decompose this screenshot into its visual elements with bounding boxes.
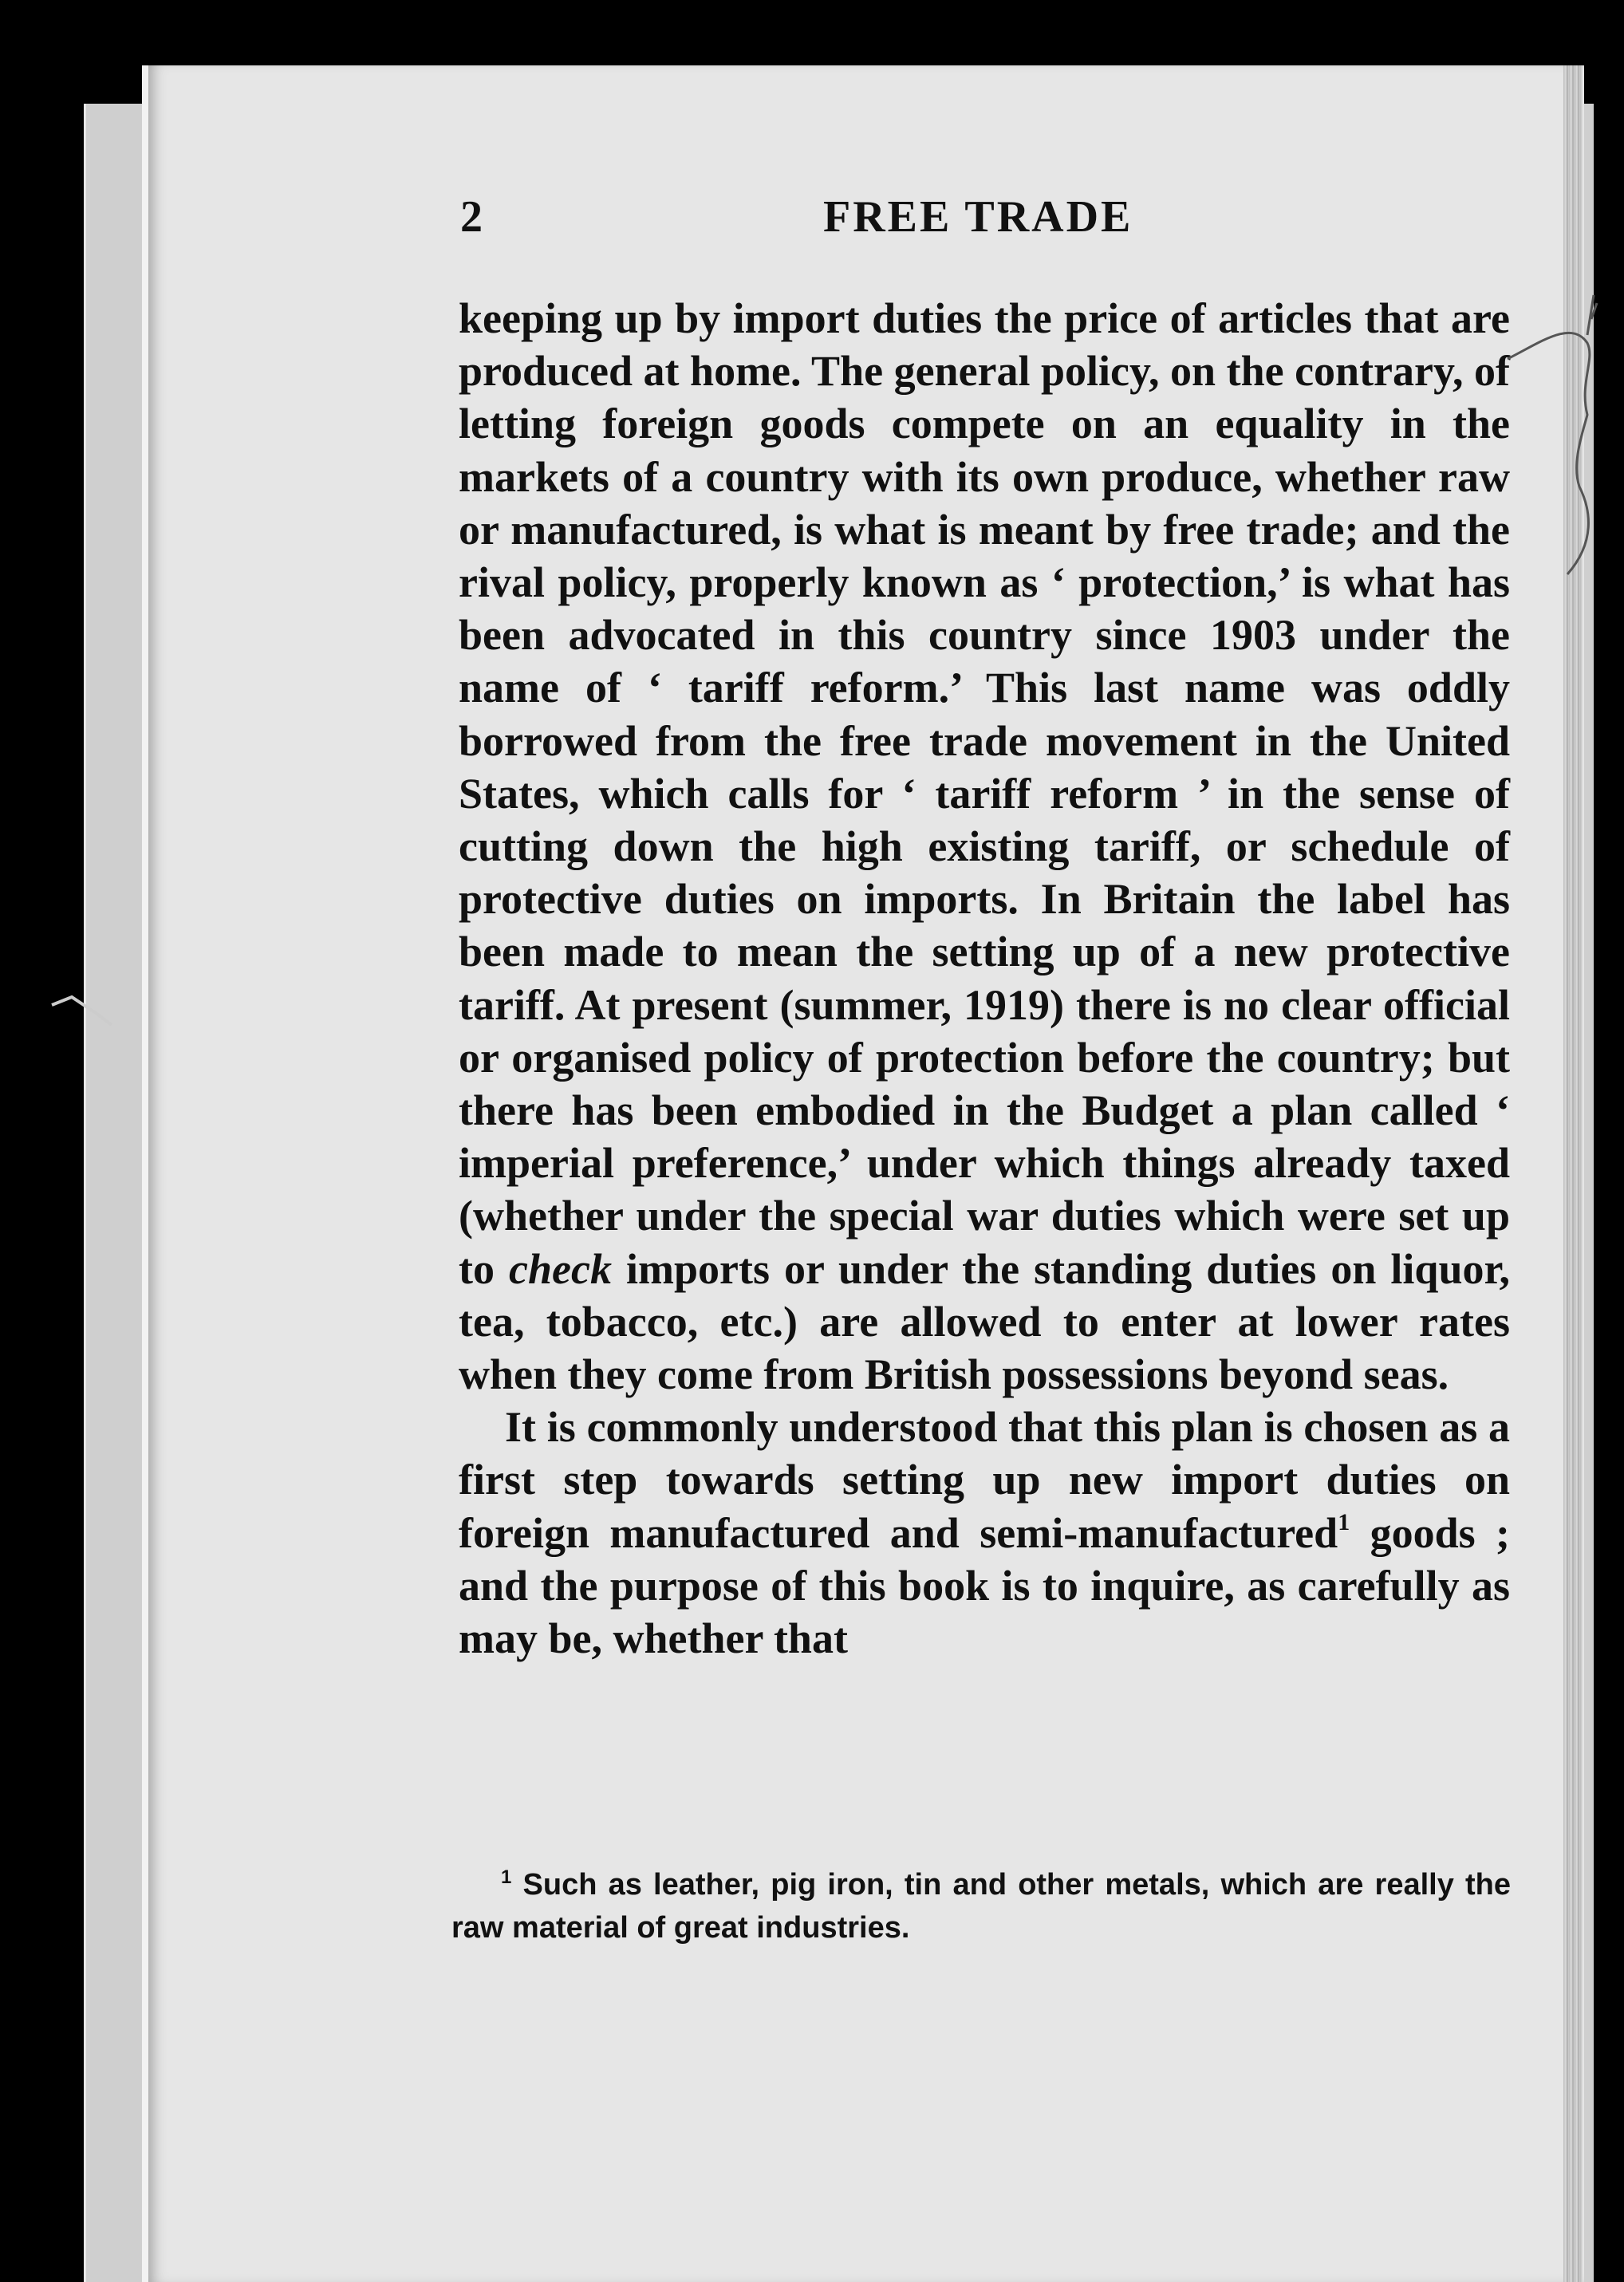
page-header [460, 191, 1510, 255]
footnote-marker: 1 [501, 1866, 512, 1888]
paragraph-2-text-a: It is commonly understood that this plan is chosen as a first step towards setting up new import duties on foreign manufactured and semi-manufactured [459, 1403, 1510, 1557]
paragraph-2 [459, 1401, 1510, 1665]
footnote [451, 1863, 1511, 1949]
page-number: 2 [460, 192, 483, 242]
scan-artifact-icon [48, 981, 128, 1029]
paragraph-1 [459, 292, 1510, 1401]
footnote-text: Such as leather, pig iron, tin and other metals, which are really the raw material of great industries. [451, 1868, 1511, 1945]
paragraph-2-text-b: goods ; and the purpose of this book is to inquire, as carefully as may be, whether that [459, 1508, 1511, 1663]
paragraph-1-text-a: keeping up by import duties the price of articles that are produced at home. The general policy, on the contrary, of letting foreign goods compete on an equality in the markets of a country with its own produce, whether raw or manufactured, is what is meant by free trade; and the rival policy, properly known as ‘ protection,’ is what has been advocated in this country since 1903 under the name of ‘ tariff reform.’ This last name was oddly borrowed from the free trade movement in the United States, which calls for ‘ tariff reform ’ in the sense of cutting down the high existing tariff, or schedule of protective duties on imports. In Britain the label has been made to mean the setting up of a new protective tariff. At present (summer, 1919) there is no clear official or organised policy of protection before the country; but there has been embodied in the Budget a plan called ‘ imperial preference,’ under which things already taxed (whether under the special war duties which were set up to [459, 294, 1510, 1293]
paragraph-1-text-b: imports or under the standing duties on liquor, tea, tobacco, etc.) are allowed to enter at lower rates when they come from British possessions beyond seas. [459, 1244, 1511, 1399]
emphasized-word: check [509, 1244, 612, 1293]
footnote-reference: 1 [1338, 1508, 1350, 1535]
body-text [459, 292, 1510, 1665]
running-head: FREE TRADE [823, 192, 1133, 242]
pencil-annotation-icon [1500, 287, 1603, 590]
